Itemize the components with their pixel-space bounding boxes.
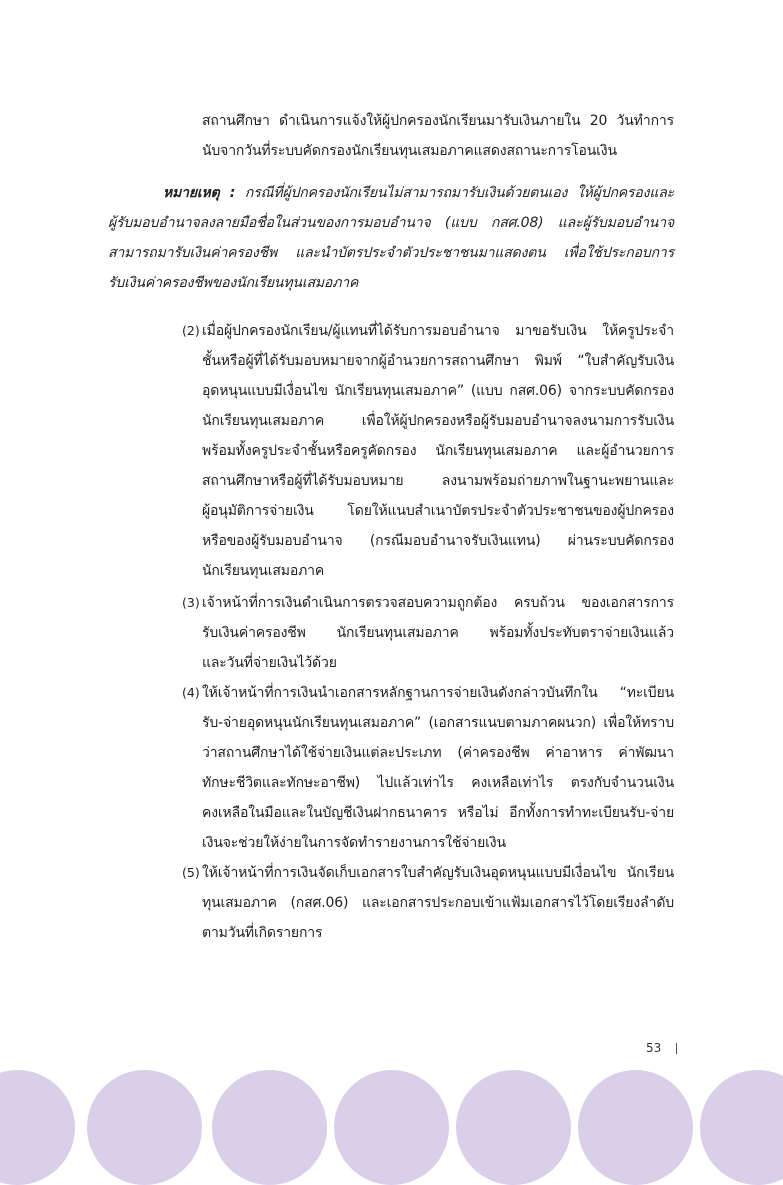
- item-line: ทุนเสมอภาค (กสศ.06) และเอกสารประกอบเข้าแฟ้มเอกสารไว้โดยเรียงลำดับ: [202, 895, 674, 911]
- item-line: ให้เจ้าหน้าที่การเงินนำเอกสารหลักฐานการจ่ายเงินดังกล่าวบันทึกใน “ทะเบียน: [202, 685, 674, 701]
- item-number: (5): [182, 865, 200, 880]
- footer-decor-circle: [578, 1070, 693, 1185]
- item-line: นักเรียนทุนเสมอภาค เพื่อให้ผู้ปกครองหรือผู้รับมอบอำนาจลงนามการรับเงิน: [202, 413, 674, 429]
- item-line: นักเรียนทุนเสมอภาค: [202, 563, 325, 579]
- item-line: ตามวันที่เกิดรายการ: [202, 925, 323, 941]
- item-line: รับเงินค่าครองชีพ นักเรียนทุนเสมอภาค พร้อมทั้งประทับตราจ่ายเงินแล้ว: [202, 625, 674, 641]
- footer-decor-circle: [0, 1070, 75, 1185]
- remark-line-4: รับเงินค่าครองชีพของนักเรียนทุนเสมอภาค: [108, 275, 359, 291]
- page-number: 53: [646, 1041, 662, 1055]
- item-number: (3): [182, 595, 200, 610]
- item-line: ให้เจ้าหน้าที่การเงินจัดเก็บเอกสารใบสำคัญรับเงินอุดหนุนแบบมีเงื่อนไข นักเรียน: [202, 865, 674, 881]
- remark-line-1: [163, 180, 674, 206]
- remark-line-2: ผู้รับมอบอำนาจลงลายมือชื่อในส่วนของการมอบอำนาจ (แบบ กสศ.08) และผู้รับมอบอำนาจ: [108, 215, 674, 231]
- item-number: (2): [182, 323, 200, 338]
- page-number-divider: [676, 1043, 677, 1054]
- remark-line-3: สามารถมารับเงินค่าครองชีพ และนำบัตรประจำตัวประชาชนมาแสดงตน เพื่อใช้ประกอบการ: [108, 245, 674, 261]
- footer-decor-circle: [700, 1070, 783, 1185]
- item-line: พร้อมทั้งครูประจำชั้นหรือครูคัดกรอง นักเรียนทุนเสมอภาค และผู้อำนวยการ: [202, 443, 674, 459]
- item-line: อุดหนุนแบบมีเงื่อนไข นักเรียนทุนเสมอภาค” (แบบ กสศ.06) จากระบบคัดกรอง: [202, 383, 674, 399]
- remark-text-start: กรณีที่ผู้ปกครองนักเรียนไม่สามารถมารับเงินด้วยตนเอง ให้ผู้ปกครองและ: [244, 185, 674, 201]
- item-line: ว่าสถานศึกษาได้ใช้จ่ายเงินแต่ละประเภท (ค่าครองชีพ ค่าอาหาร ค่าพัฒนา: [202, 745, 674, 761]
- item-line: เจ้าหน้าที่การเงินดำเนินการตรวจสอบความถูกต้อง ครบถ้วน ของเอกสารการ: [202, 595, 674, 611]
- item-line: คงเหลือในมือและในบัญชีเงินฝากธนาคาร หรือไม่ อีกทั้งการทำทะเบียนรับ-จ่าย: [202, 805, 674, 821]
- footer-decor-circle: [212, 1070, 327, 1185]
- item-line: เงินจะช่วยให้ง่ายในการจัดทำรายงานการใช้จ่ายเงิน: [202, 835, 506, 851]
- item-line: ทักษะชีวิตและทักษะอาชีพ) ไปแล้วเท่าไร คงเหลือเท่าไร ตรงกับจำนวนเงิน: [202, 775, 674, 791]
- footer-decor-circle: [456, 1070, 571, 1185]
- item-line: ชั้นหรือผู้ที่ได้รับมอบหมายจากผู้อำนวยการสถานศึกษา พิมพ์ “ใบสำคัญรับเงิน: [202, 353, 674, 369]
- footer-decor-circle: [334, 1070, 449, 1185]
- item-line: ผู้อนุมัติการจ่ายเงิน โดยให้แนบสำเนาบัตรประจำตัวประชาชนของผู้ปกครอง: [202, 503, 674, 519]
- item-line: สถานศึกษาหรือผู้ที่ได้รับมอบหมาย ลงนามพร้อมถ่ายภาพในฐานะพยานและ: [202, 473, 674, 489]
- item-line: เมื่อผู้ปกครองนักเรียน/ผู้แทนที่ได้รับการมอบอำนาจ มาขอรับเงิน ให้ครูประจำ: [202, 323, 674, 339]
- item-line: รับ-จ่ายอุดหนุนนักเรียนทุนเสมอภาค” (เอกสารแนบตามภาคผนวก) เพื่อให้ทราบ: [202, 715, 674, 731]
- item-line: หรือของผู้รับมอบอำนาจ (กรณีมอบอำนาจรับเงินแทน) ผ่านระบบคัดกรอง: [202, 533, 674, 549]
- footer-decor-circle: [87, 1070, 202, 1185]
- item-line: และวันที่จ่ายเงินไว้ด้วย: [202, 655, 337, 671]
- intro-line-1: สถานศึกษา ดำเนินการแจ้งให้ผู้ปกครองนักเรียนมารับเงินภายใน 20 วันทำการ: [202, 113, 674, 129]
- intro-line-2: นับจากวันที่ระบบคัดกรองนักเรียนทุนเสมอภาคแสดงสถานะการโอนเงิน: [202, 143, 617, 159]
- remark-label: หมายเหตุ :: [163, 185, 236, 201]
- item-number: (4): [182, 685, 200, 700]
